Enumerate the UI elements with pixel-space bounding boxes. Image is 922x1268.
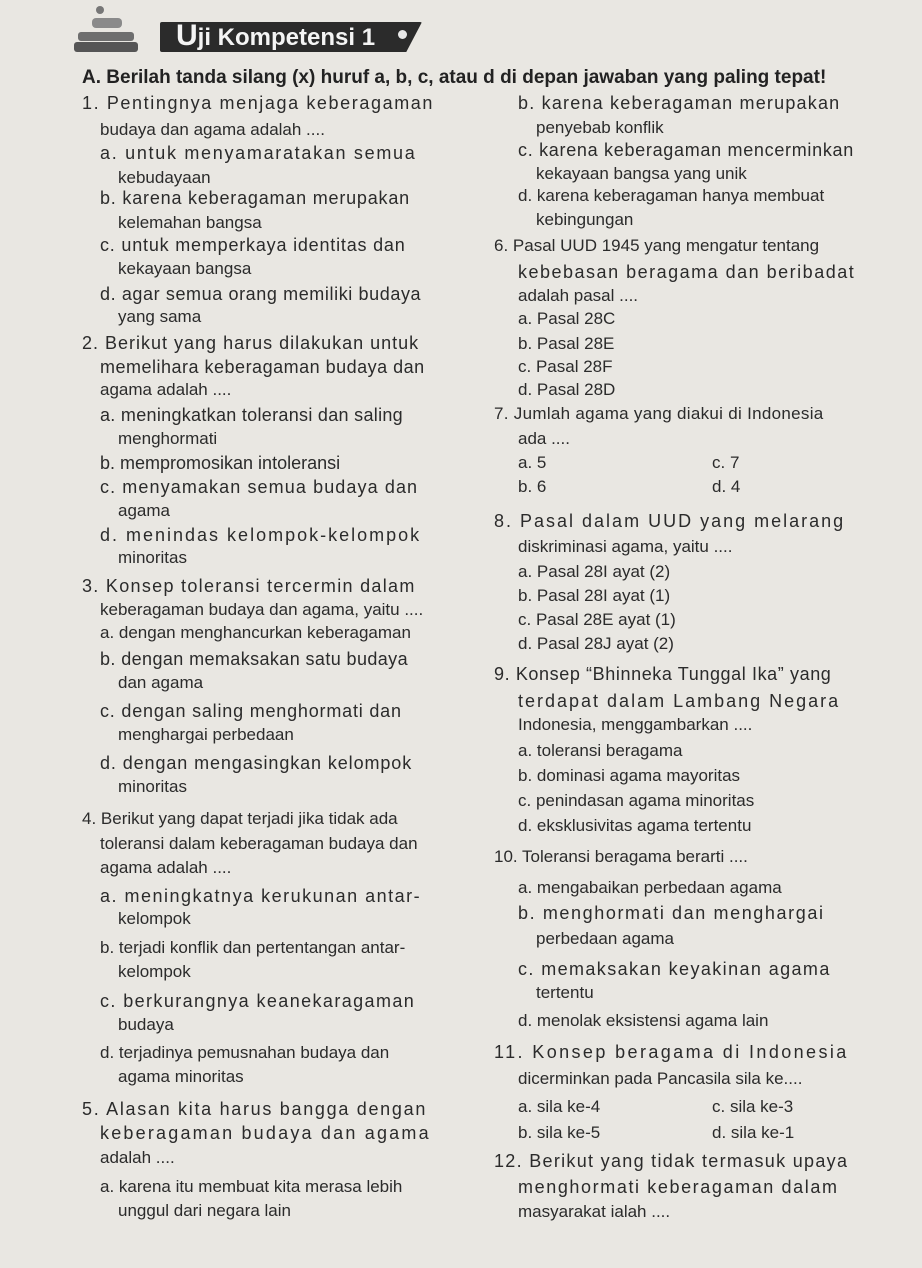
- left-line: budaya dan agama adalah ....: [100, 120, 325, 139]
- right-line: terdapat dalam Lambang Negara: [518, 691, 841, 711]
- right-line: c. memaksakan keyakinan agama: [518, 959, 831, 979]
- left-line: 4. Berikut yang dapat terjadi jika tidak ada: [82, 809, 398, 828]
- left-line: agama minoritas: [118, 1067, 244, 1086]
- left-line: c. berkurangnya keanekaragaman: [100, 991, 416, 1011]
- left-line: a. karena itu membuat kita merasa lebih: [100, 1177, 403, 1196]
- right-line: d. eksklusivitas agama tertentu: [518, 816, 752, 835]
- left-line: menghargai perbedaan: [118, 725, 294, 744]
- q11-option: a. sila ke-4: [518, 1097, 601, 1116]
- right-line: d. menolak eksistensi agama lain: [518, 1011, 769, 1030]
- right-line: 12. Berikut yang tidak termasuk upaya: [494, 1151, 849, 1171]
- left-line: c. dengan saling menghormati dan: [100, 701, 402, 721]
- right-line: kebingungan: [536, 210, 634, 229]
- left-line: keberagaman budaya dan agama: [100, 1123, 431, 1143]
- left-line: budaya: [118, 1015, 174, 1034]
- left-line: toleransi dalam keberagaman budaya dan: [100, 834, 418, 853]
- right-line: 11. Konsep beragama di Indonesia: [494, 1042, 849, 1062]
- right-line: a. mengabaikan perbedaan agama: [518, 878, 782, 897]
- right-line: diskriminasi agama, yaitu ....: [518, 537, 733, 556]
- right-line: 6. Pasal UUD 1945 yang mengatur tentang: [494, 236, 820, 255]
- left-line: d. menindas kelompok-kelompok: [100, 525, 422, 545]
- left-line: b. dengan memaksakan satu budaya: [100, 649, 408, 669]
- right-line: b. karena keberagaman merupakan: [518, 93, 841, 113]
- left-line: memelihara keberagaman budaya dan: [100, 357, 425, 377]
- left-line: c. untuk memperkaya identitas dan: [100, 235, 406, 255]
- left-line: a. meningkatkan toleransi dan saling: [100, 405, 403, 425]
- right-line: 10. Toleransi beragama berarti ....: [494, 847, 748, 866]
- left-line: 2. Berikut yang harus dilakukan untuk: [82, 333, 420, 353]
- left-line: adalah ....: [100, 1148, 175, 1167]
- right-line: a. Pasal 28C: [518, 309, 616, 328]
- left-line: keberagaman budaya dan agama, yaitu ....: [100, 600, 424, 619]
- left-line: 1. Pentingnya menjaga keberagaman: [82, 93, 435, 113]
- right-line: a. toleransi beragama: [518, 741, 683, 760]
- left-line: yang sama: [118, 307, 202, 326]
- right-line: 7. Jumlah agama yang diakui di Indonesia: [494, 404, 824, 423]
- left-line: kelemahan bangsa: [118, 213, 262, 232]
- left-line: 5. Alasan kita harus bangga dengan: [82, 1099, 428, 1119]
- right-line: d. karena keberagaman hanya membuat: [518, 186, 825, 205]
- right-line: c. Pasal 28F: [518, 357, 613, 376]
- q7-option: c. 7: [712, 453, 740, 472]
- left-line: kelompok: [118, 962, 191, 981]
- left-line: agama adalah ....: [100, 380, 232, 399]
- q7-option: a. 5: [518, 453, 547, 472]
- left-line: kebudayaan: [118, 168, 211, 187]
- left-line: 3. Konsep toleransi tercermin dalam: [82, 576, 416, 596]
- right-line: b. menghormati dan menghargai: [518, 903, 825, 923]
- right-line: b. Pasal 28I ayat (1): [518, 586, 671, 605]
- right-line: dicerminkan pada Pancasila sila ke....: [518, 1069, 803, 1088]
- q11-option: d. sila ke-1: [712, 1123, 795, 1142]
- left-line: b. karena keberagaman merupakan: [100, 188, 410, 208]
- right-line: b. Pasal 28E: [518, 334, 615, 353]
- left-line: d. dengan mengasingkan kelompok: [100, 753, 413, 773]
- left-line: c. menyamakan semua budaya dan: [100, 477, 419, 497]
- q11-option: b. sila ke-5: [518, 1123, 601, 1142]
- right-line: kebebasan beragama dan beribadat: [518, 262, 856, 282]
- right-line: menghormati keberagaman dalam: [518, 1177, 839, 1197]
- left-line: d. terjadinya pemusnahan budaya dan: [100, 1043, 390, 1062]
- left-line: b. terjadi konflik dan pertentangan antar-: [100, 938, 406, 957]
- left-line: minoritas: [118, 548, 187, 567]
- right-line: perbedaan agama: [536, 929, 675, 948]
- left-line: menghormati: [118, 429, 218, 448]
- right-line: a. Pasal 28I ayat (2): [518, 562, 671, 581]
- right-line: masyarakat ialah ....: [518, 1202, 671, 1221]
- left-line: a. meningkatnya kerukunan antar-: [100, 886, 422, 906]
- banner-dot-icon: [398, 30, 407, 39]
- left-line: dan agama: [118, 673, 204, 692]
- left-line: unggul dari negara lain: [118, 1201, 291, 1220]
- section-title: Uji Kompetensi 1: [176, 19, 376, 52]
- right-line: d. Pasal 28D: [518, 380, 616, 399]
- q11-option: c. sila ke-3: [712, 1097, 794, 1116]
- right-line: c. karena keberagaman mencerminkan: [518, 140, 854, 160]
- left-line: kekayaan bangsa: [118, 259, 252, 278]
- right-line: ada ....: [518, 429, 570, 448]
- left-line: kelompok: [118, 909, 191, 928]
- right-line: c. Pasal 28E ayat (1): [518, 610, 676, 629]
- right-line: 8. Pasal dalam UUD yang melarang: [494, 511, 846, 531]
- left-line: agama: [118, 501, 170, 520]
- book-stack-icon: [70, 4, 140, 56]
- right-line: Indonesia, menggambarkan ....: [518, 715, 753, 734]
- right-line: d. Pasal 28J ayat (2): [518, 634, 674, 653]
- left-line: agama adalah ....: [100, 858, 232, 877]
- left-line: a. untuk menyamaratakan semua: [100, 143, 417, 163]
- right-line: adalah pasal ....: [518, 286, 639, 305]
- q7-option: b. 6: [518, 477, 547, 496]
- left-line: b. mempromosikan intoleransi: [100, 453, 341, 473]
- right-line: kekayaan bangsa yang unik: [536, 164, 747, 183]
- right-line: tertentu: [536, 983, 594, 1002]
- right-line: penyebab konflik: [536, 118, 664, 137]
- right-line: b. dominasi agama mayoritas: [518, 766, 741, 785]
- right-line: c. penindasan agama minoritas: [518, 791, 755, 810]
- section-instruction: A. Berilah tanda silang (x) huruf a, b, c, atau d di depan jawaban yang paling tepat!: [82, 67, 827, 88]
- left-line: d. agar semua orang memiliki budaya: [100, 284, 422, 304]
- right-line: 9. Konsep “Bhinneka Tunggal Ika” yang: [494, 664, 832, 684]
- left-line: a. dengan menghancurkan keberagaman: [100, 623, 411, 642]
- q7-option: d. 4: [712, 477, 741, 496]
- left-line: minoritas: [118, 777, 187, 796]
